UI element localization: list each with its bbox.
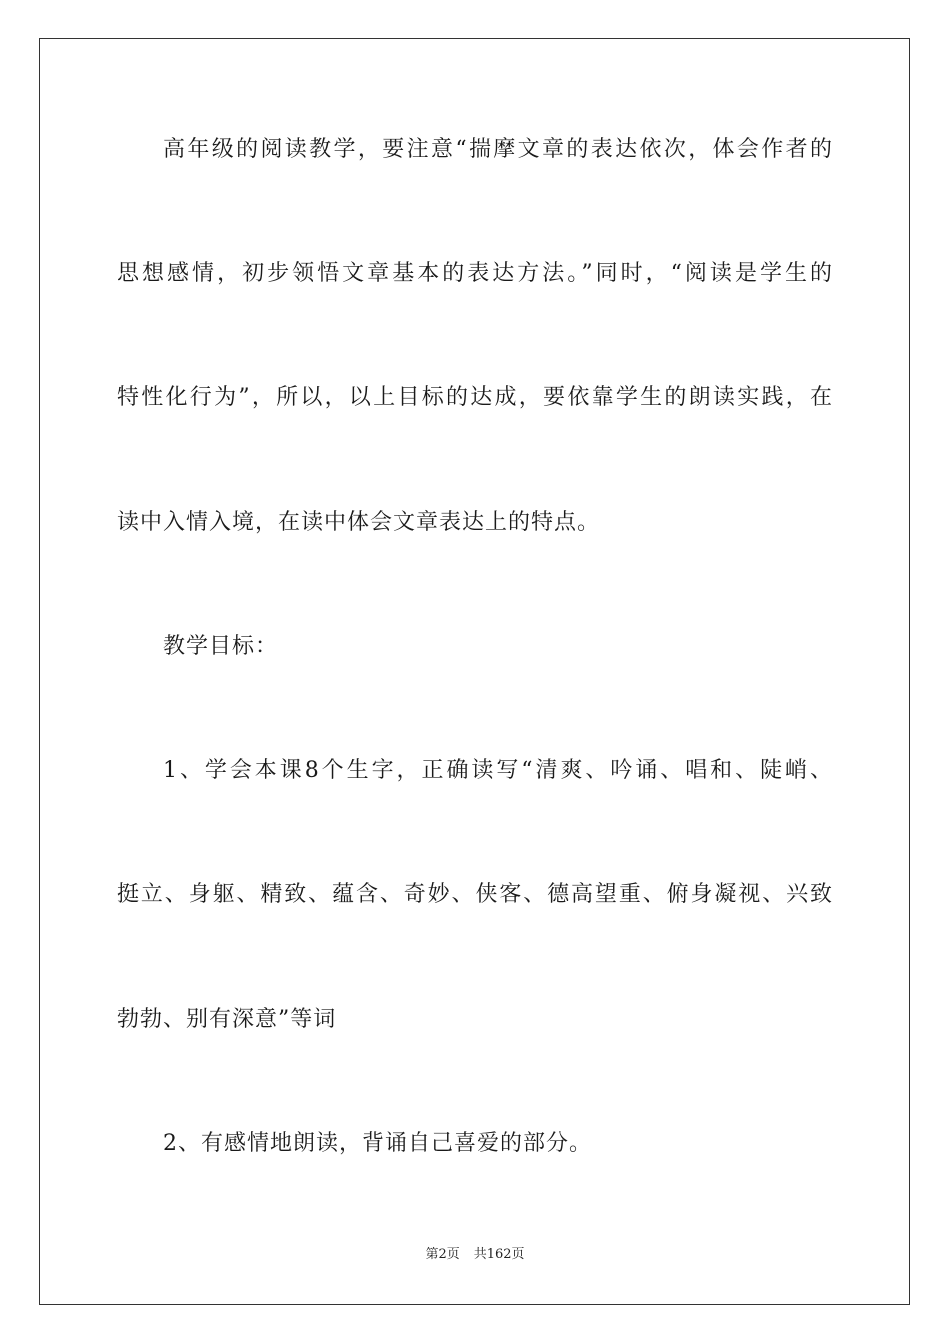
paragraph-line-4: 读中入情入境，在读中体会文章表达上的特点。: [117, 510, 601, 535]
page-number-current: 第2页: [425, 1247, 460, 1262]
page-number-total: 共162页: [473, 1247, 525, 1262]
objective-1-line-1: 1、学会本课8个生字，正确读写“清爽、吟诵、唱和、陡峭、: [163, 758, 833, 783]
paragraph-line-1: 高年级的阅读教学，要注意“揣摩文章的表达依次，体会作者的: [163, 137, 833, 162]
objective-2: 2、有感情地朗读，背诵自己喜爱的部分。: [163, 1131, 592, 1156]
page-footer: [0, 1247, 950, 1263]
page-border: [39, 38, 910, 1305]
paragraph-line-3: 特性化行为”，所以，以上目标的达成，要依靠学生的朗读实践，在: [117, 385, 833, 410]
objective-1-line-3: 勃勃、别有深意”等词: [117, 1007, 337, 1032]
section-heading-objectives: 教学目标：: [163, 634, 279, 659]
paragraph-line-2: 思想感情，初步领悟文章基本的表达方法。”同时，“阅读是学生的: [117, 261, 833, 286]
objective-1-line-2: 挺立、身躯、精致、蕴含、奇妙、侠客、德高望重、俯身凝视、兴致: [117, 882, 833, 907]
